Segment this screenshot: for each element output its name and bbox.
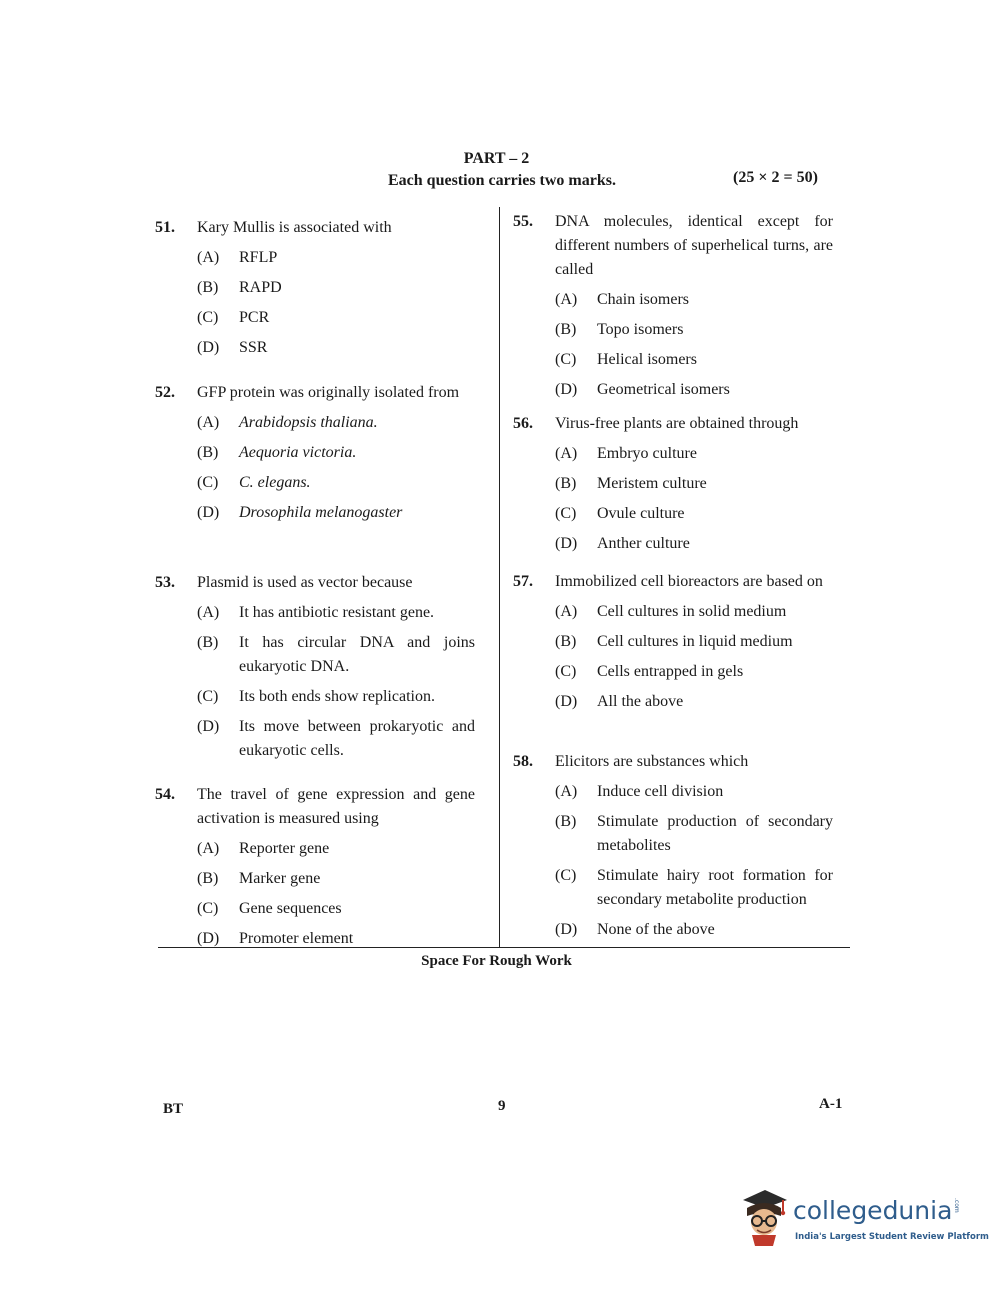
option-c: (C) C. elegans. — [197, 474, 311, 491]
rough-work-label: Space For Rough Work — [421, 953, 572, 969]
part-title: PART – 2 — [463, 150, 530, 167]
footer-page-number: 9 — [498, 1098, 506, 1114]
option-a: (A) Cell cultures in solid medium — [555, 603, 787, 620]
question-number: 53. — [155, 574, 175, 591]
option-b: (B) Meristem culture — [555, 475, 707, 492]
option-d: (D) All the above — [555, 693, 684, 710]
option-a: (A) RFLP — [197, 249, 278, 266]
section-divider — [158, 947, 850, 948]
question-58 — [513, 750, 833, 942]
question-text: The travel of gene expression and gene activation is measured using — [197, 786, 475, 827]
brand-name: collegedunia — [793, 1196, 953, 1225]
option-d: (D) Drosophila melanogaster — [197, 504, 403, 521]
option-a: (A) Chain isomers — [555, 291, 689, 308]
question-number: 57. — [513, 573, 533, 590]
question-text: DNA molecules, identical except for different numbers of superhelical turns, are called — [555, 213, 833, 278]
question-number: 54. — [155, 786, 175, 803]
footer-booklet-code: A-1 — [819, 1096, 843, 1112]
collegedunia-watermark — [735, 1186, 989, 1256]
question-text: Virus-free plants are obtained through — [555, 415, 799, 432]
option-a: (A) It has antibiotic resistant gene. — [197, 604, 435, 621]
question-55 — [513, 210, 833, 402]
question-53 — [155, 571, 475, 763]
option-b: (B) RAPD — [197, 279, 282, 296]
question-number: 58. — [513, 753, 533, 770]
question-51 — [155, 216, 392, 360]
option-d: (D) Geometrical isomers — [555, 381, 730, 398]
option-b: (B) It has circular DNA and joins eukaryotic DNA. — [197, 634, 475, 675]
option-a: (A) Induce cell division — [555, 783, 724, 800]
question-number: 56. — [513, 415, 533, 432]
marks-total: (25 × 2 = 50) — [733, 169, 818, 186]
option-c: (C) Gene sequences — [197, 900, 342, 917]
question-54 — [155, 783, 475, 951]
question-52 — [155, 381, 459, 525]
question-text: Kary Mullis is associated with — [197, 219, 392, 236]
brand-domain: .com — [953, 1198, 960, 1213]
option-b: (B) Stimulate production of secondary metabolites — [555, 813, 833, 854]
column-divider — [499, 207, 500, 947]
question-57 — [513, 570, 823, 714]
option-a: (A) Embryo culture — [555, 445, 697, 462]
option-d: (D) SSR — [197, 339, 268, 356]
option-d: (D) Anther culture — [555, 535, 690, 552]
option-b: (B) Aequoria victoria. — [197, 444, 357, 461]
marks-instruction: Each question carries two marks. — [388, 172, 616, 189]
question-text: Plasmid is used as vector because — [197, 574, 413, 591]
option-d: (D) None of the above — [555, 921, 715, 938]
option-d: (D) Promoter element — [197, 930, 354, 947]
option-a: (A) Arabidopsis thaliana. — [197, 414, 378, 431]
question-text: GFP protein was originally isolated from — [197, 384, 460, 401]
brand-tagline: India's Largest Student Review Platform — [795, 1232, 989, 1242]
question-56 — [513, 412, 798, 556]
mascot-icon — [735, 1186, 791, 1248]
option-c: (C) Ovule culture — [555, 505, 685, 522]
option-b: (B) Topo isomers — [555, 321, 684, 338]
question-text: Immobilized cell bioreactors are based on — [555, 573, 823, 590]
question-number: 55. — [513, 213, 533, 230]
option-b: (B) Cell cultures in liquid medium — [555, 633, 793, 650]
option-c: (C) PCR — [197, 309, 270, 326]
footer-subject-code: BT — [163, 1101, 184, 1117]
option-b: (B) Marker gene — [197, 870, 321, 887]
question-number: 51. — [155, 219, 175, 236]
option-a: (A) Reporter gene — [197, 840, 330, 857]
question-text: Elicitors are substances which — [555, 753, 749, 770]
option-c: (C) Helical isomers — [555, 351, 697, 368]
option-c: (C) Cells entrapped in gels — [555, 663, 744, 680]
option-d: (D) Its move between prokaryotic and eukaryotic cells. — [197, 718, 475, 759]
question-number: 52. — [155, 384, 175, 401]
option-c: (C) Stimulate hairy root formation for secondary metabolite production — [555, 867, 833, 908]
option-c: (C) Its both ends show replication. — [197, 688, 435, 705]
